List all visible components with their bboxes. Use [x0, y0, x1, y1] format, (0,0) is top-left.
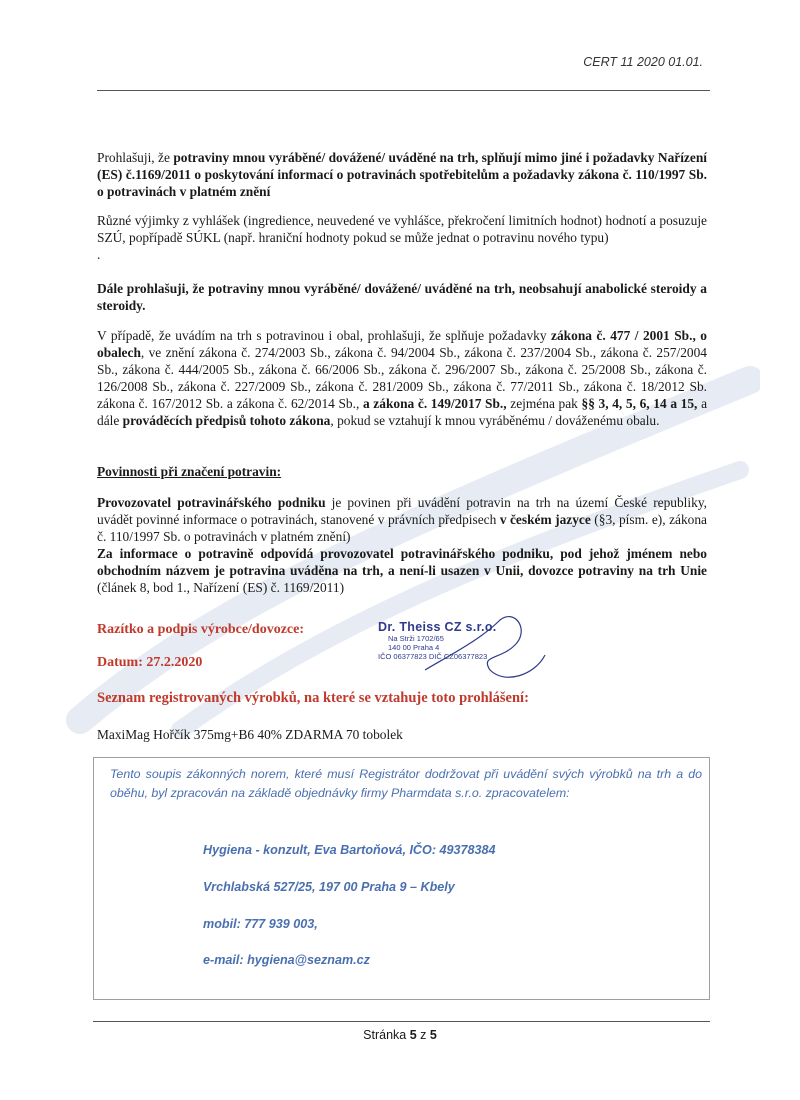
section-title-labeling: Povinnosti při značení potravin: [97, 464, 282, 479]
stamp-label: Razítko a podpis výrobce/dovozce: [97, 622, 305, 637]
processor-address: Vrchlabská 527/25, 197 00 Praha 9 – Kbely [203, 880, 455, 894]
paragraph-steroids: Dále prohlašuji, že potraviny mnou vyráběné/ dovážené/ uváděné na trh, neobsahují anabolické steroidy a steroidy. [97, 281, 707, 313]
processor-mobile: mobil: 777 939 003, [203, 917, 318, 931]
stamp-street: Na Strži 1702/65 [388, 634, 444, 643]
products-heading: Seznam registrovaných výrobků, na které se vztahuje toto prohlášení: [97, 690, 529, 706]
stamp-ids: IČO 06377823 DIČ CZ06377823 [378, 652, 488, 661]
processor-name: Hygiena - konzult, Eva Bartoňová, IČO: 49378384 [203, 843, 496, 857]
date-label: Datum: 27.2.2020 [97, 655, 203, 670]
box-intro-text: Tento soupis zákonných norem, které musí Registrátor dodržovat při uvádění svých výrobků na trh a do oběhu, byl zpracován na základě objednávky firmy Pharmdata s.r.o. zpracovatelem: [110, 767, 702, 800]
stamp-company: Dr. Theiss CZ s.r.o. [378, 620, 497, 634]
page-total: 5 [429, 1028, 437, 1042]
stamp-city: 140 00 Praha 4 [388, 643, 440, 652]
header-rule [97, 90, 710, 91]
document-code: CERT 11 2020 01.01. [583, 55, 703, 69]
processor-email: e-mail: hygiena@seznam.cz [203, 953, 370, 967]
product-item: MaxiMag Hořčík 375mg+B6 40% ZDARMA 70 tobolek [97, 727, 403, 742]
page-number: 5 [409, 1028, 417, 1042]
paragraph-packaging: V případě, že uvádím na trh s potravinou i obal, prohlašuji, že splňuje požadavky zákona č. 477 / 2001 Sb., o obalech, ve znění zákona č. 274/2003 Sb., zákona č. 94/2004 Sb., zákona č. 237/2004 Sb., zákona č. 257/2004 Sb., zákona č. 444/2005 Sb., zákona č. 66/2006 Sb., zákona č. 296/2007 Sb., zákona č. 25/2008 Sb., zákona č. 126/2008 Sb., zákona č. 227/2009 Sb., zákona č. 281/2009 Sb., zákona č. 77/2011 Sb., zákona č. 18/2012 Sb. zákona č. 167/2012 Sb. a zákona č. 62/2014 Sb., a zákona č. 149/2017 Sb., zejména pak §§ 3, 4, 5, 6, 14 a 15, a dále prováděcích předpisů tohoto zákona, pokud se vztahují k mnou vyráběnému / dováženému obalu. [97, 328, 708, 428]
paragraph-compliance: Prohlašuji, že potraviny mnou vyráběné/ dovážené/ uváděné na trh, splňují mimo jiné i požadavky Nařízení (ES) č.1169/2011 o poskytování informací o potravinách spotřebitelům a požadavky zákona č. 110/1997 Sb. o potravinách v platném znění [97, 150, 707, 199]
paragraph-labeling: Provozovatel potravinářského podniku je povinen při uvádění potravin na trh na území České republiky, uvádět povinné informace o potravinách, stanovené v právních předpisech v českém jazyce (§3, písm. e), zákona č. 110/1997 Sb. o potravinách v platném znění) Za informace o potravině odpovídá provozovatel potravinářského podniku, pod jehož jménem nebo obchodním názvem je potravina uváděna na trh, a není-li usazen v Unii, dovozce potraviny na trh Unie (článek 8, bod 1., Nařízení (ES) č. 1169/2011) [97, 495, 708, 595]
signature-scribble [420, 600, 550, 690]
page-footer: Stránka 5 z 5 [363, 1028, 437, 1042]
footer-rule [93, 1021, 710, 1022]
paragraph-exceptions: Různé výjimky z vyhlášek (ingredience, neuvedené ve vyhlášce, překročení limitních hodnot) hodnotí a posuzuje SZÚ, popřípadě SÚKL (např. hraniční hodnoty pokud se může jednat o potravinu nového typu) . [97, 213, 707, 262]
